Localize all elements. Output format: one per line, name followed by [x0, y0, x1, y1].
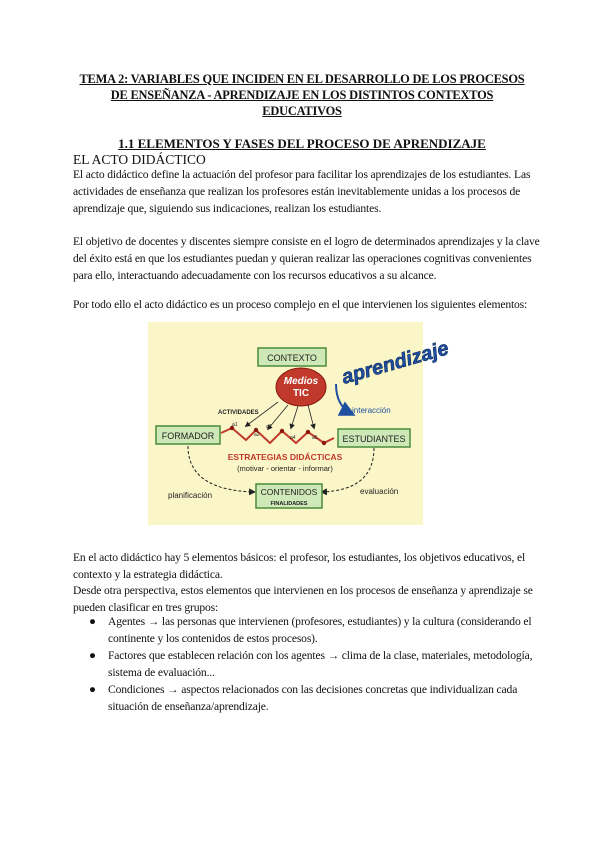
diagram-svg [148, 322, 452, 525]
estrategias-label: ESTRATEGIAS DIDÁCTICAS [227, 452, 343, 462]
contenidos-label: CONTENIDOS [260, 487, 318, 497]
a1-label: a1 [232, 422, 238, 428]
a5-label: a5 [312, 435, 318, 441]
motivar-label: (motivar - orientar - informar) [237, 464, 333, 473]
bullet-dot-icon: ● [89, 615, 96, 628]
medios-tic-ellipse [276, 368, 326, 406]
list-item-text: Factores que establecen relación con los agentes → clima de la clase, materiales, metodología, sistema de evaluación... [108, 649, 533, 679]
list-item [73, 682, 543, 715]
activity-node-5 [322, 441, 326, 445]
subheading: EL ACTO DIDÁCTICO [73, 152, 206, 167]
planificacion-label: planificación [168, 491, 213, 500]
list-item-text: Agentes → las personas que intervienen (profesores, estudiantes) y la cultura (considerando el continente y los contenidos de estos procesos). [108, 615, 532, 645]
bullet-list [73, 614, 543, 716]
list-item [73, 648, 543, 681]
section-heading: 1.1 ELEMENTOS Y FASES DEL PROCESO DE APRENDIZAJE [118, 136, 486, 151]
paragraph-5: Desde otra perspectiva, estos elementos que intervienen en los procesos de enseñanza y aprendizaje se pueden clasificar en tres grupos: [73, 584, 533, 614]
title-line-3: EDUCATIVOS [262, 104, 342, 118]
document-title [60, 71, 544, 119]
estudiantes-label: ESTUDIANTES [342, 434, 406, 444]
contexto-label: CONTEXTO [267, 353, 317, 363]
bullet-dot-icon: ● [89, 683, 96, 696]
paragraph-4: En el acto didáctico hay 5 elementos básicos: el profesor, los estudiantes, los objetivos educativos, el contexto y la estrategia didáctica. [73, 551, 526, 581]
a3-label: a3 [266, 424, 272, 430]
title-line-1: TEMA 2: VARIABLES QUE INCIDEN EN EL DESARROLLO DE LOS PROCESOS [79, 72, 525, 86]
paragraph-2: El objetivo de docentes y discentes siempre consiste en el logro de determinados aprendizajes y la clave del éxito está en que los estudiantes puedan y quieran realizar las operaciones cognitivas convenientes para ello, interactuando adecuadamente con los recursos educativos a su alcance. [73, 235, 540, 282]
activity-node-4 [306, 430, 310, 434]
actividades-label: ACTIVIDADES [218, 410, 259, 416]
medios-label: Medios [283, 376, 319, 387]
finalidades-label: FINALIDADES [270, 501, 308, 507]
a2-label: a2 [254, 432, 260, 438]
list-item [73, 614, 543, 647]
a4-label: a4 [290, 435, 296, 441]
list-item-text: Condiciones → aspectos relacionados con las decisiones concretas que individualizan cada situación de enseñanza/aprendizaje. [108, 683, 518, 713]
interaccion-label: interacción [352, 406, 391, 415]
aprendizaje-label: aprendizaje [339, 337, 452, 389]
didactic-act-diagram [148, 322, 452, 525]
evaluacion-label: evaluación [360, 487, 399, 496]
title-line-2: DE ENSEÑANZA - APRENDIZAJE EN LOS DISTINTOS CONTEXTOS [110, 88, 494, 102]
tic-label: TIC [292, 388, 310, 399]
formador-label: FORMADOR [161, 431, 215, 441]
activity-node-3 [280, 429, 284, 433]
paragraph-1: El acto didáctico define la actuación del profesor para facilitar los aprendizajes de los estudiantes. Las actividades de enseñanza que realizan los profesores están inevitablemente unidas a los procesos de aprendizaje que, siguiendo sus indicaciones, realizan los estudiantes. [73, 168, 531, 215]
bullet-dot-icon: ● [89, 649, 96, 662]
paragraph-3: Por todo ello el acto didáctico es un proceso complejo en el que intervienen los siguientes elementos: [73, 298, 528, 311]
